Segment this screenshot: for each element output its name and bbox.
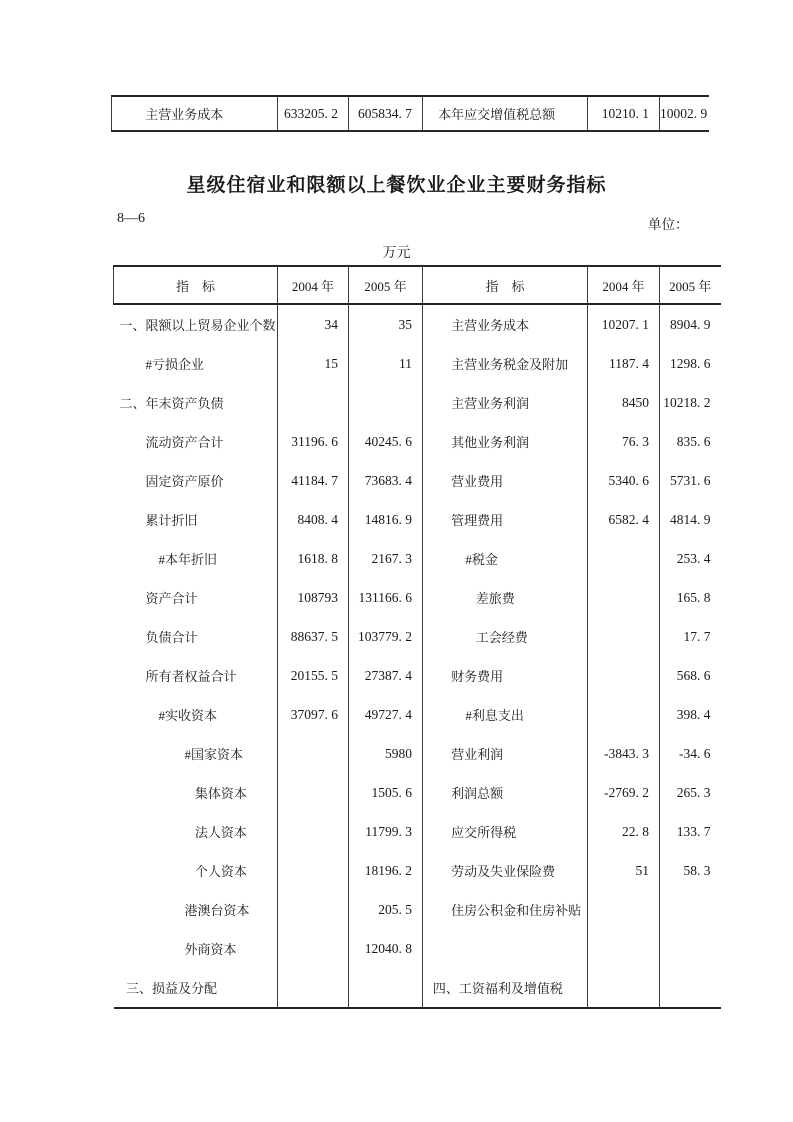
value-cell: 108793: [278, 578, 349, 617]
table-row: [114, 539, 721, 578]
indicator-cell: 二、年末资产负债: [114, 383, 278, 422]
indicator-cell: 主营业务利润: [423, 383, 588, 422]
value-cell: 40245. 6: [349, 422, 423, 461]
value-cell: 31196. 6: [278, 422, 349, 461]
value-cell: 34: [278, 304, 349, 344]
value-cell: 633205. 2: [278, 96, 349, 131]
value-cell: 51: [588, 851, 660, 890]
table-row: [114, 773, 721, 812]
indicator-cell: 流动资产合计: [114, 422, 278, 461]
table-row: [114, 344, 721, 383]
indicator-cell: 港澳台资本: [114, 890, 278, 929]
indicator-cell: 应交所得税: [423, 812, 588, 851]
value-cell: 205. 5: [349, 890, 423, 929]
value-cell: 568. 6: [676, 667, 711, 683]
value-cell: 10210. 1: [588, 96, 660, 131]
table-row: [114, 383, 721, 422]
indicator-cell: 外商资本: [114, 929, 278, 968]
table-row: [114, 500, 721, 539]
indicator-cell: 劳动及失业保险费: [423, 851, 588, 890]
value-cell: 58. 3: [683, 862, 711, 878]
table-row: [114, 929, 721, 968]
value-cell: -3843. 3: [588, 734, 660, 773]
value-cell: [588, 539, 660, 578]
table-row: [114, 617, 721, 656]
value-cell: [588, 656, 660, 695]
value-cell: 11: [349, 344, 423, 383]
indicator-cell: 管理费用: [423, 500, 588, 539]
indicator-cell: 固定资产原价: [114, 461, 278, 500]
indicator-cell: 主营业务成本: [112, 96, 278, 131]
indicator-cell: 四、工资福利及增值税: [423, 968, 588, 1008]
value-cell: 10002. 9: [660, 105, 708, 121]
indicator-cell: #实收资本: [114, 695, 278, 734]
table-row: [114, 890, 721, 929]
unit-value: 万元: [382, 246, 411, 261]
value-cell: 27387. 4: [349, 656, 423, 695]
value-cell: [588, 890, 660, 929]
indicator-cell: #利息支出: [423, 695, 588, 734]
value-cell: 398. 4: [676, 706, 711, 722]
value-cell: [278, 851, 349, 890]
value-cell: [660, 929, 721, 968]
table-number: 8—6: [117, 211, 145, 226]
value-cell: 133. 7: [676, 823, 711, 839]
value-cell: 5731. 6: [670, 472, 711, 488]
table-row: [114, 578, 721, 617]
page-title: 星级住宿业和限额以上餐饮业企业主要财务指标: [186, 175, 607, 196]
indicator-cell: [423, 929, 588, 968]
header-2004: 2004 年: [588, 266, 660, 304]
main-table: [113, 265, 721, 1009]
table-row: [112, 96, 709, 131]
header-2005: 2005 年: [349, 266, 423, 304]
value-cell: [588, 578, 660, 617]
value-cell: [278, 734, 349, 773]
value-cell: [349, 968, 423, 1008]
value-cell: 41184. 7: [278, 461, 349, 500]
indicator-cell: 利润总额: [423, 773, 588, 812]
value-cell: -2769. 2: [588, 773, 660, 812]
header-indicator: 指 标: [114, 266, 278, 304]
value-cell: 22. 8: [588, 812, 660, 851]
value-cell: [588, 968, 660, 1008]
value-cell: 165. 8: [676, 589, 711, 605]
indicator-cell: #税金: [423, 539, 588, 578]
indicator-cell: 所有者权益合计: [114, 656, 278, 695]
table-header-row: [114, 266, 721, 304]
indicator-cell: 主营业务税金及附加: [423, 344, 588, 383]
value-cell: 6582. 4: [588, 500, 660, 539]
indicator-cell: 其他业务利润: [423, 422, 588, 461]
value-cell: [278, 383, 349, 422]
value-cell: [660, 968, 721, 1008]
indicator-cell: #国家资本: [114, 734, 278, 773]
value-cell: 1298. 6: [670, 355, 711, 371]
value-cell: 11799. 3: [349, 812, 423, 851]
table-row: [114, 656, 721, 695]
value-cell: 20155. 5: [278, 656, 349, 695]
header-2004: 2004 年: [278, 266, 349, 304]
value-cell: 10218. 2: [663, 394, 711, 410]
value-cell: [588, 695, 660, 734]
indicator-cell: #本年折旧: [114, 539, 278, 578]
indicator-cell: 本年应交增值税总额: [423, 96, 588, 131]
indicator-cell: 个人资本: [114, 851, 278, 890]
value-cell: 73683. 4: [349, 461, 423, 500]
indicator-cell: #亏损企业: [114, 344, 278, 383]
unit-label: 单位：: [648, 217, 689, 232]
value-cell: 14816. 9: [349, 500, 423, 539]
value-cell: 1618. 8: [278, 539, 349, 578]
indicator-cell: 资产合计: [114, 578, 278, 617]
value-cell: [278, 812, 349, 851]
value-cell: 37097. 6: [278, 695, 349, 734]
value-cell: [278, 773, 349, 812]
table-row: [114, 734, 721, 773]
table-row: [114, 461, 721, 500]
value-cell: 2167. 3: [349, 539, 423, 578]
value-cell: 1187. 4: [588, 344, 660, 383]
value-cell: 1505. 6: [349, 773, 423, 812]
header-indicator: 指 标: [423, 266, 588, 304]
value-cell: 15: [278, 344, 349, 383]
value-cell: [278, 968, 349, 1008]
value-cell: [278, 890, 349, 929]
value-cell: [660, 890, 721, 929]
header-2005: 2005 年: [660, 266, 721, 304]
indicator-cell: 负债合计: [114, 617, 278, 656]
table-row: [114, 695, 721, 734]
value-cell: 5980: [349, 734, 423, 773]
indicator-cell: 一、限额以上贸易企业个数: [114, 304, 278, 344]
value-cell: 4814. 9: [670, 511, 711, 527]
value-cell: 10207. 1: [588, 304, 660, 344]
indicator-cell: 集体资本: [114, 773, 278, 812]
value-cell: 605834. 7: [349, 96, 423, 131]
value-cell: 88637. 5: [278, 617, 349, 656]
indicator-cell: 差旅费: [423, 578, 588, 617]
value-cell: [278, 929, 349, 968]
value-cell: 8904. 9: [670, 316, 711, 332]
value-cell: 265. 3: [676, 784, 711, 800]
table-row: [114, 422, 721, 461]
value-cell: 12040. 8: [349, 929, 423, 968]
indicator-cell: 营业费用: [423, 461, 588, 500]
value-cell: 35: [349, 304, 423, 344]
value-cell: 8408. 4: [278, 500, 349, 539]
value-cell: 49727. 4: [349, 695, 423, 734]
value-cell: 835. 6: [676, 433, 711, 449]
value-cell: [588, 929, 660, 968]
value-cell: 103779. 2: [349, 617, 423, 656]
indicator-cell: 住房公积金和住房补贴: [423, 890, 588, 929]
value-cell: [588, 617, 660, 656]
value-cell: [349, 383, 423, 422]
indicator-cell: 工会经费: [423, 617, 588, 656]
value-cell: 17. 7: [683, 628, 711, 644]
value-cell: 8450: [588, 383, 660, 422]
indicator-cell: 财务费用: [423, 656, 588, 695]
value-cell: 253. 4: [676, 550, 711, 566]
table-row: [114, 304, 721, 344]
indicator-cell: 法人资本: [114, 812, 278, 851]
value-cell: 76. 3: [588, 422, 660, 461]
value-cell: 131166. 6: [349, 578, 423, 617]
indicator-cell: 三、损益及分配: [114, 968, 278, 1008]
previous-table-fragment: [111, 95, 709, 132]
table-row: [114, 968, 721, 1008]
value-cell: 5340. 6: [588, 461, 660, 500]
indicator-cell: 累计折旧: [114, 500, 278, 539]
table-row: [114, 812, 721, 851]
value-cell: 18196. 2: [349, 851, 423, 890]
table-row: [114, 851, 721, 890]
value-cell: -34. 6: [679, 745, 711, 761]
indicator-cell: 主营业务成本: [423, 304, 588, 344]
indicator-cell: 营业利润: [423, 734, 588, 773]
